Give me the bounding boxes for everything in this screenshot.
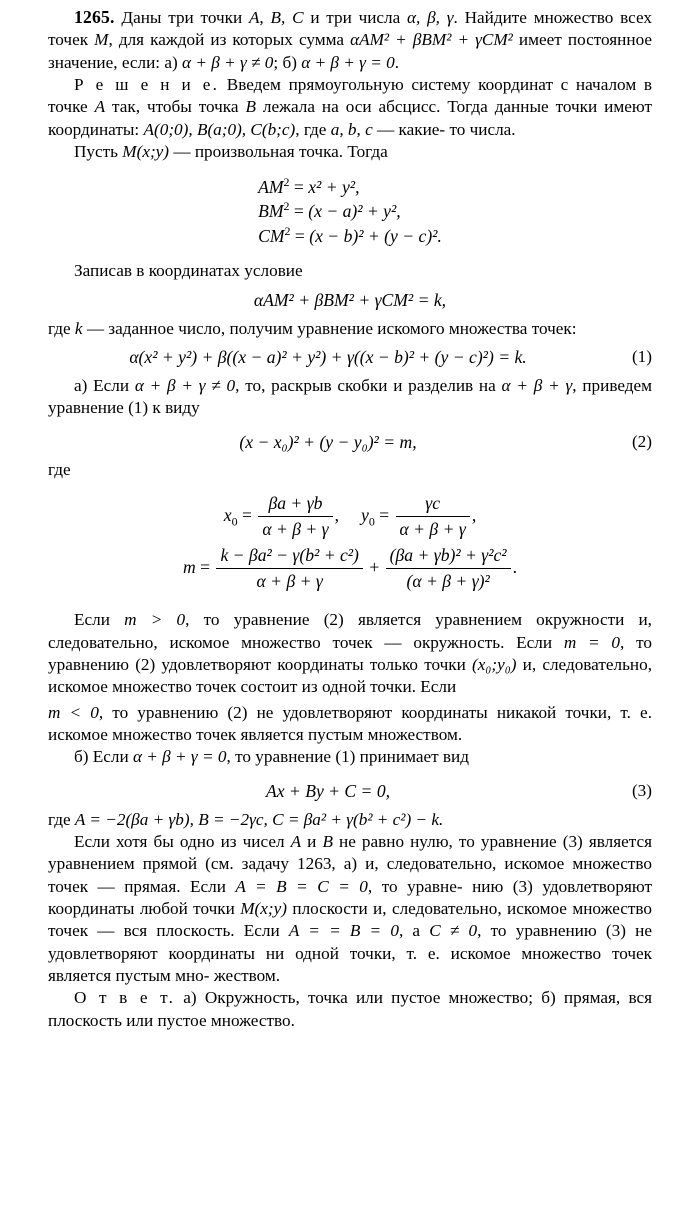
discussion-m-text-3: следовательно, искомое множество точек — окружность. Если (48, 632, 564, 652)
equation-cm2-rhs: (x − b)² + (y − c)². (309, 226, 442, 247)
spacer (48, 164, 652, 175)
problem-condition-a: α + β + γ ≠ 0 (182, 52, 274, 72)
final-discussion-paragraph (48, 831, 652, 988)
equation-cm2-lhs: CM (258, 226, 285, 247)
solution-intro-1: Введем прямоугольную систему координат с началом (219, 75, 637, 95)
equation-bm2: $BM^2 = (x - a)^2 + y^2$, (258, 199, 401, 222)
problem-statement-text-6: имеет (512, 30, 562, 50)
abc-definitions-text: где (48, 809, 75, 829)
y0-equation: $y_0$ = $\frac{\gamma c}{\alpha + \beta + \gamma}$ , (361, 492, 477, 539)
y0-numerator: γc (425, 492, 441, 513)
problem-number: 1265. (74, 7, 115, 27)
discussion-m-negative-text-2: т. е. искомое множество точек является пустым множеством. (48, 702, 652, 745)
final-text-8: плоскости и, (286, 899, 387, 919)
problem-numbers: α, β, γ (407, 8, 454, 27)
equation-2-number: (2) (631, 431, 652, 451)
case-a-text-4: приведем уравнение (1) к виду (48, 375, 652, 418)
equation-1-number: (1) (631, 347, 652, 366)
equation-1 (48, 346, 652, 369)
solution-intro-2: в точке (48, 75, 652, 117)
discussion-m-positive: m > 0 (124, 610, 186, 630)
solution-intro-8: то числа. (449, 119, 516, 139)
equation-2 (48, 431, 652, 454)
final-text-2: и (301, 831, 323, 851)
equation-3-text: Ax + By + C = 0, (265, 780, 391, 801)
answer-text-1: а) Окружность, точка или пустое множество; б) прямая, (175, 988, 621, 1008)
discussion-m-text-2: , то уравнение (2) является уравнением окружности и, (185, 610, 652, 630)
y0-tail: , (471, 505, 477, 526)
case-a-paragraph (48, 375, 652, 420)
m-fraction-2-denominator: (α + β + γ)² (406, 570, 490, 591)
equation-am2: $AM^2 = x^2 + y^2$, (258, 174, 360, 197)
solution-intro-3: так, чтобы точка (105, 97, 246, 117)
problem-sum-expression: αAM² + βBM² + γCM² (350, 30, 513, 50)
discussion-m-point: (x₀;y₀) (472, 654, 517, 674)
equation-am2-lhs: AM (258, 176, 284, 197)
m-tail: . (512, 556, 517, 577)
final-text-9: следовательно, искомое множество точек — вся плоскость. Если (48, 899, 653, 941)
problem-statement-text-4: всех точек (48, 8, 653, 50)
problem-statement-text-7: постоянное значение, если: а) (48, 30, 653, 72)
case-a-condition: α + β + γ ≠ 0 (134, 375, 236, 395)
final-text-10: , а (398, 921, 430, 941)
x0-fraction (258, 492, 332, 541)
problem-statement (48, 6, 652, 74)
equation-3 (48, 780, 652, 803)
case-b-condition: α + β + γ = 0 (132, 747, 227, 767)
discussion-m-negative-text-1: , то уравнению (2) не удовлетворяют координаты никакой точки, (98, 702, 612, 722)
solution-abc-vars: a, b, c (330, 119, 373, 139)
final-c-nonzero: C ≠ 0 (429, 921, 478, 941)
y0-fraction (396, 492, 470, 541)
condition-equation-text: αAM² + βBM² + γCM² = k, (253, 289, 447, 310)
problem-statement-text-3: . Найдите множество (453, 8, 614, 27)
discussion-m-zero: m = 0 (563, 632, 621, 652)
solution-coordinates: A(0;0), B(a;0), C(b;c) (143, 119, 296, 139)
m-plus-sign: + (369, 556, 380, 577)
equation-1-text: α(x² + y²) + β((x − a)² + y²) + γ((x − b)² + (y − c)²) = k. (129, 347, 527, 367)
equation-bm2-rhs: (x − a)² + y², (308, 201, 401, 222)
let-m-expression: M(x;y) (122, 142, 170, 162)
problem-statement-text-1: Даны три точки (121, 8, 249, 27)
m-symbol: m (183, 556, 196, 577)
discussion-m-negative-paragraph (48, 702, 652, 747)
m-equation-row: m = $\frac{\text{k − βa² − γ(b² + c²)}}{\alpha + \beta + \gamma}$ + $\frac{\text{(βa + γb)² + γ²c²}}{\text{(α + β + γ)²}}$ . (183, 544, 517, 591)
final-var-a: A (290, 831, 302, 851)
solution-let-m-paragraph (48, 141, 652, 163)
where-k-symbol: k (74, 318, 83, 338)
discussion-m-text-1: Если (74, 610, 125, 630)
final-text-5: искомое множество точек — прямая. Если (48, 854, 653, 896)
equation-am2-rhs: x² + y², (308, 176, 360, 197)
y0-subscript: 0 (368, 514, 375, 529)
equation-bm2-exponent: 2 (283, 199, 290, 214)
solution-intro-7: — какие- (372, 119, 446, 139)
x0-numerator: βa + γb (268, 492, 323, 513)
discussion-m-text-6: и, (516, 654, 537, 674)
final-text-11: , то уравнению (3) не удовлетворяют координаты (48, 921, 652, 963)
problem-point-m: M (94, 30, 109, 50)
final-b-equals-zero: = B = 0 (329, 921, 399, 941)
abc-definitions: A = −2(βa + γb), B = −2γc, C = βa² + γ(b² + c²) − k. (74, 809, 444, 829)
final-text-4: является уравнением прямой (см. задачу 1263, а) и, следовательно, (48, 831, 653, 874)
x0-subscript: 0 (231, 514, 238, 529)
final-text-1: Если хотя бы одно из чисел (74, 831, 291, 851)
equation-1-block (48, 346, 652, 369)
condition-intro: Записав в координатах условие (74, 261, 303, 281)
m-equation (48, 545, 652, 594)
solution-intro-paragraph (48, 74, 652, 141)
discussion-m-text-7: следовательно, искомое множество точек состоит из одной точки. Если (48, 654, 653, 697)
final-var-b: B (322, 831, 333, 851)
final-a-equals: A = (288, 921, 320, 941)
equation-2-block (48, 431, 652, 454)
y0-symbol: y (361, 505, 369, 526)
problem-points: A, B, C (248, 8, 304, 27)
equation-3-block (48, 780, 652, 803)
problem-statement-text-9: . (394, 52, 400, 72)
solution-intro-5: точки имеют координаты: (48, 97, 652, 139)
let-m-text-2: — произвольная точка. Тогда (169, 142, 388, 162)
where-k-text-1: где (48, 318, 75, 338)
page-body-column (48, 6, 652, 1032)
final-text-13: жеством. (213, 966, 281, 986)
case-a-text-3: , (572, 375, 577, 395)
where-k-paragraph (48, 318, 652, 340)
discussion-m-text-5: то уравнению (2) удовлетворяют координаты только точки (48, 632, 652, 674)
equation-am2-exponent: 2 (283, 174, 290, 189)
case-b-paragraph (48, 746, 652, 768)
y0-denominator: α + β + γ (399, 518, 466, 539)
spacer (48, 482, 652, 493)
distance-equations-block (258, 175, 442, 250)
spacer (48, 249, 652, 260)
equation-bm2-lhs: BM (258, 201, 284, 222)
final-text-3: не равно нулю, то уравнение (3) (332, 831, 583, 851)
final-point-m: M(x;y) (240, 899, 287, 919)
answer-label: О т в е т. (74, 988, 176, 1008)
final-text-7: нию (3) удовлетворяют координаты любой точки (48, 876, 652, 919)
case-a-divisor: α + β + γ (501, 375, 573, 395)
discussion-m-negative: m < 0 (48, 702, 99, 722)
solution-intro-4: лежала на оси абсцисс. Тогда данные (255, 97, 549, 117)
where-k-text-2: — заданное число, получим уравнение искомого множества точек: (82, 318, 577, 338)
case-b-text-2: , то уравнение (1) принимает вид (226, 747, 469, 767)
where-label: где (48, 460, 71, 480)
solution-intro-6: , где (295, 119, 331, 139)
case-a-text-2: , то, раскрыв скобки и разделив на (235, 375, 502, 395)
problem-statement-text-5: , для каждой из которых сумма (108, 30, 351, 50)
spacer (48, 593, 652, 609)
let-m-text-1: Пусть (74, 142, 123, 162)
equation-cm2-exponent: 2 (284, 224, 291, 239)
m-fraction-1-numerator: k − βa² − γ(b² + c²) (220, 544, 359, 565)
x0-denominator: α + β + γ (262, 518, 329, 539)
m-fraction-2 (386, 544, 511, 593)
x0-symbol: x (223, 505, 232, 526)
abc-definitions-paragraph (48, 809, 652, 831)
final-text-6: , то уравне- (367, 876, 463, 896)
problem-statement-text-8: ; б) (273, 52, 302, 72)
solution-label: Р е ш е н и е. (74, 75, 220, 95)
condition-equation (48, 289, 652, 312)
case-a-text-1: а) Если (74, 375, 135, 395)
final-abc-zero: A = B = C = 0 (235, 876, 368, 896)
m-fraction-2-numerator: (βa + γb)² + γ²c² (389, 544, 507, 565)
x0-equation: $x_0$ = $\frac{\beta a + \gamma b}{\alpha + \beta + \gamma}$ , (223, 492, 339, 539)
solution-point-b: B (245, 97, 256, 117)
equation-3-number: (3) (631, 780, 652, 800)
equation-cm2: $CM^2 = (x - b)^2 + (y - c)^2$. (258, 224, 442, 247)
m-fraction-1 (216, 544, 362, 593)
answer-text-2: вся плоскость или пустое множество. (48, 988, 652, 1030)
x0-tail: , (334, 505, 339, 526)
discussion-m-paragraph (48, 609, 652, 698)
problem-condition-b: α + β + γ = 0 (301, 52, 395, 72)
discussion-m-text-4: , (620, 632, 625, 652)
m-fraction-1-denominator: α + β + γ (256, 570, 323, 591)
final-text-12: ни одной точки, т. е. искомое множество точек является пустым мно- (48, 943, 653, 986)
spacer (48, 420, 652, 431)
x0-y0-equations (48, 493, 652, 542)
equation-2-text: (x − x₀)² + (y − y₀)² = m, (239, 431, 417, 452)
solution-point-a: A (94, 97, 106, 117)
case-b-text-1: б) Если (74, 747, 133, 767)
spacer (48, 769, 652, 780)
problem-statement-text-2: и три числа (303, 8, 408, 27)
answer-paragraph (48, 987, 652, 1032)
